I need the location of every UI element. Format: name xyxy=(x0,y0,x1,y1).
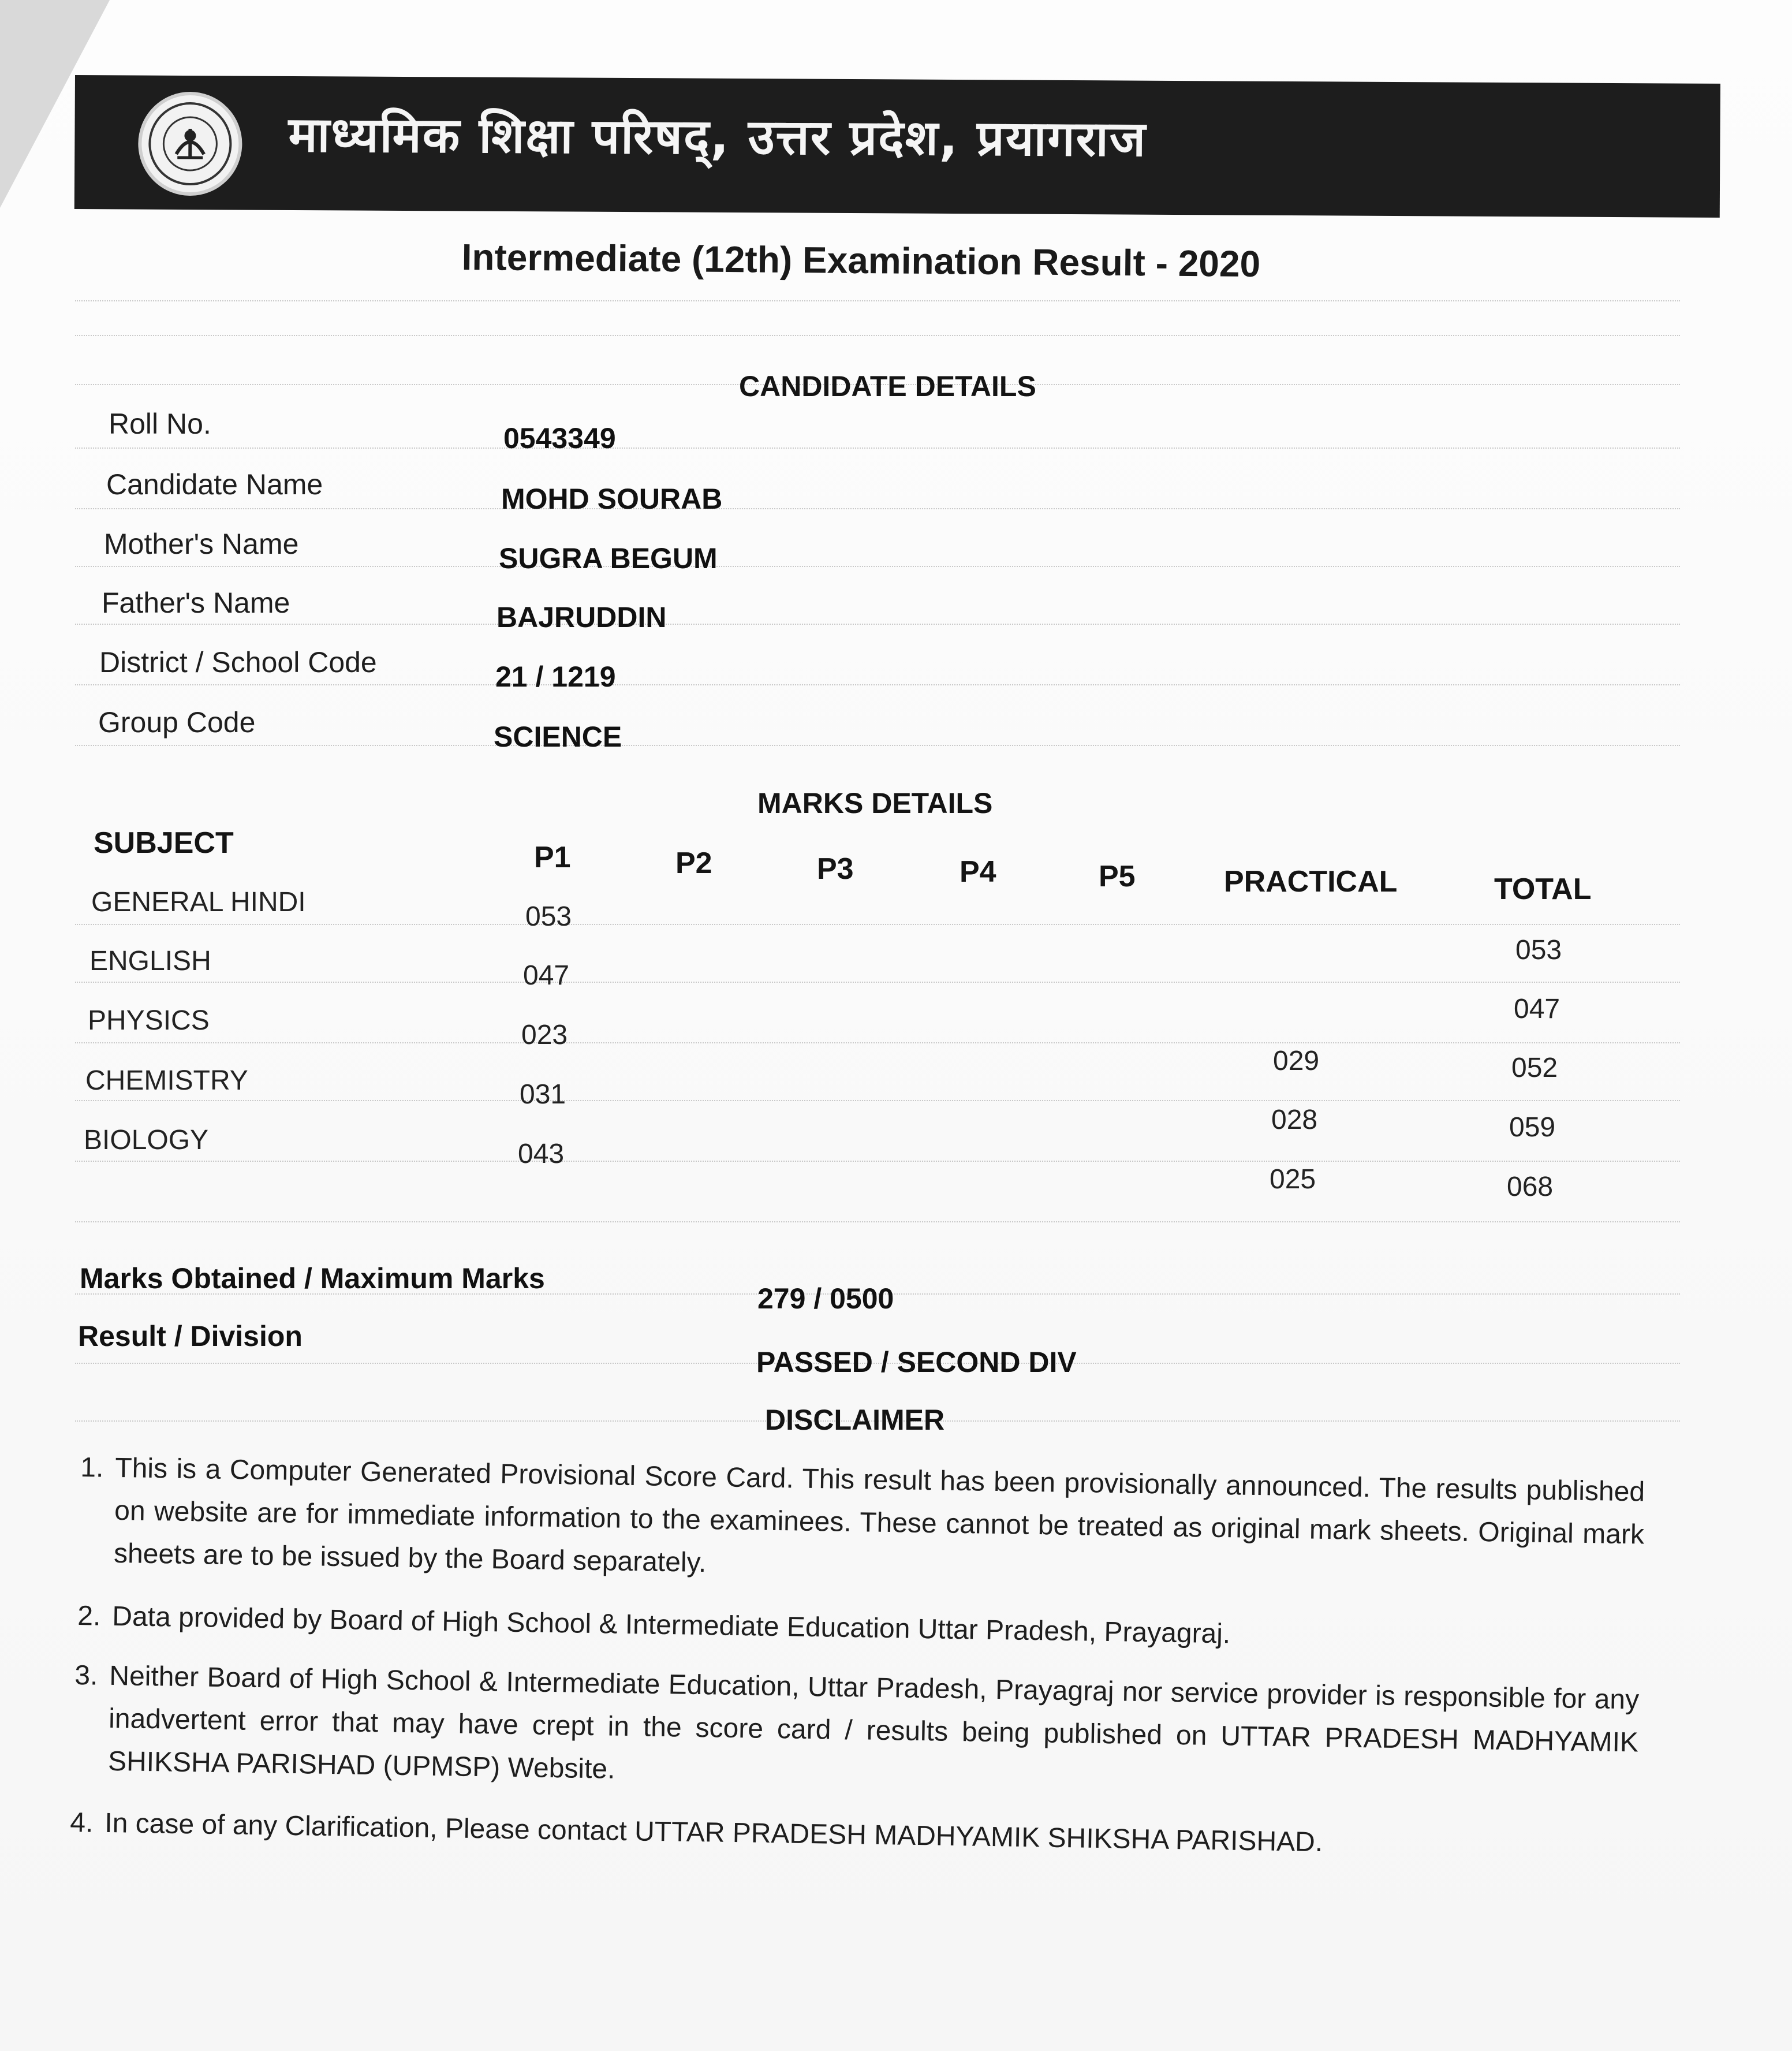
practical-mark: 028 xyxy=(1271,1105,1318,1135)
subject-name: CHEMISTRY xyxy=(85,1065,248,1096)
group-code-value: SCIENCE xyxy=(494,721,622,753)
column-p4: P4 xyxy=(960,855,996,889)
district-school-code-label: District / School Code xyxy=(99,646,377,678)
mothers-name-value: SUGRA BEGUM xyxy=(499,542,718,575)
rule-line xyxy=(75,982,1680,983)
rule-line xyxy=(75,566,1680,567)
practical-mark: 029 xyxy=(1273,1046,1320,1076)
subject-name: ENGLISH xyxy=(89,946,211,976)
disclaimer-item-text: Data provided by Board of High School & Intermediate Education Uttar Pradesh, Prayagraj. xyxy=(112,1601,1231,1650)
column-p1: P1 xyxy=(534,841,571,874)
disclaimer-heading: DISCLAIMER xyxy=(765,1404,945,1436)
p1-mark: 047 xyxy=(523,960,570,991)
disclaimer-item-text: This is a Computer Generated Provisional Score Card. This result has been provisionally announced. The results published on website are for immediate information to the examinees. These cannot be treated as original mark sheets. Original mark sheets are to be issued by the Board separately. xyxy=(113,1452,1645,1579)
rule-line xyxy=(75,1042,1680,1043)
exam-title: Intermediate (12th) Examination Result - 2020 xyxy=(461,236,1261,285)
column-p3: P3 xyxy=(817,852,854,886)
result-division-value: PASSED / SECOND DIV xyxy=(756,1346,1077,1378)
column-total: TOTAL xyxy=(1494,872,1592,906)
total-mark: 052 xyxy=(1511,1053,1558,1083)
rule-line xyxy=(75,300,1680,301)
rule-line xyxy=(75,1161,1680,1162)
subject-name: BIOLOGY xyxy=(84,1125,209,1155)
roll-no-label: Roll No. xyxy=(109,408,211,440)
rule-line xyxy=(75,684,1680,685)
district-school-code-value: 21 / 1219 xyxy=(495,661,616,693)
marks-obtained-label: Marks Obtained / Maximum Marks xyxy=(80,1262,545,1295)
disclaimer-item xyxy=(79,1446,1645,1604)
rule-line xyxy=(75,1221,1680,1222)
p1-mark: 053 xyxy=(525,901,572,932)
disclaimer-item-text: Neither Board of High School & Intermediate Education, Uttar Pradesh, Prayagraj nor service provider is responsible for any inadvertent error that may have crept in the score card / results being published on UTTAR PRADESH MADHYAMIK SHIKSHA PARISHAD (UPMSP) Website. xyxy=(107,1660,1640,1785)
rule-line xyxy=(75,508,1680,509)
column-practical: PRACTICAL xyxy=(1224,865,1398,898)
p1-mark: 023 xyxy=(521,1020,568,1050)
rule-line xyxy=(75,335,1680,336)
column-p5: P5 xyxy=(1099,860,1136,893)
rule-line xyxy=(75,745,1680,746)
marks-obtained-value: 279 / 0500 xyxy=(757,1282,894,1315)
roll-no-value: 0543349 xyxy=(503,422,616,454)
header-band xyxy=(74,75,1720,218)
p1-mark: 043 xyxy=(518,1139,565,1169)
rule-line xyxy=(75,1100,1680,1101)
subject-name: GENERAL HINDI xyxy=(91,887,306,918)
marks-details-heading: MARKS DETAILS xyxy=(757,787,993,819)
disclaimer-item-number: 1. xyxy=(80,1452,104,1483)
disclaimer-item-number: 4. xyxy=(70,1807,94,1839)
column-subject: SUBJECT xyxy=(94,826,234,860)
total-mark: 047 xyxy=(1514,994,1560,1024)
mothers-name-label: Mother's Name xyxy=(104,528,299,560)
practical-mark: 025 xyxy=(1270,1164,1316,1195)
result-division-label: Result / Division xyxy=(78,1320,303,1352)
candidate-details-heading: CANDIDATE DETAILS xyxy=(739,370,1036,402)
disclaimer-item-text: In case of any Clarification, Please contact UTTAR PRADESH MADHYAMIK SHIKSHA PARISHAD. xyxy=(104,1807,1323,1858)
rule-line xyxy=(75,924,1680,925)
total-mark: 059 xyxy=(1509,1112,1556,1143)
total-mark: 053 xyxy=(1515,935,1562,965)
fathers-name-label: Father's Name xyxy=(102,587,290,619)
group-code-label: Group Code xyxy=(98,706,256,739)
rule-line xyxy=(75,448,1680,449)
candidate-name-value: MOHD SOURAB xyxy=(501,483,723,515)
disclaimer-item xyxy=(70,1802,1635,1873)
subject-name: PHYSICS xyxy=(88,1005,210,1036)
disclaimer-item-number: 2. xyxy=(77,1600,101,1632)
p1-mark: 031 xyxy=(520,1079,566,1110)
rule-line xyxy=(75,624,1680,625)
total-mark: 068 xyxy=(1507,1172,1554,1202)
emblem-graphic xyxy=(141,95,239,193)
board-name-hindi: माध्यमिक शिक्षा परिषद्, उत्तर प्रदेश, प्रयागराज xyxy=(288,106,1147,167)
disclaimer-item xyxy=(77,1595,1642,1666)
fathers-name-value: BAJRUDDIN xyxy=(496,601,667,633)
candidate-name-label: Candidate Name xyxy=(106,468,323,501)
board-emblem-icon xyxy=(138,92,242,196)
disclaimer-item-number: 3. xyxy=(74,1660,98,1691)
column-p2: P2 xyxy=(675,846,712,880)
disclaimer-item xyxy=(73,1654,1639,1812)
